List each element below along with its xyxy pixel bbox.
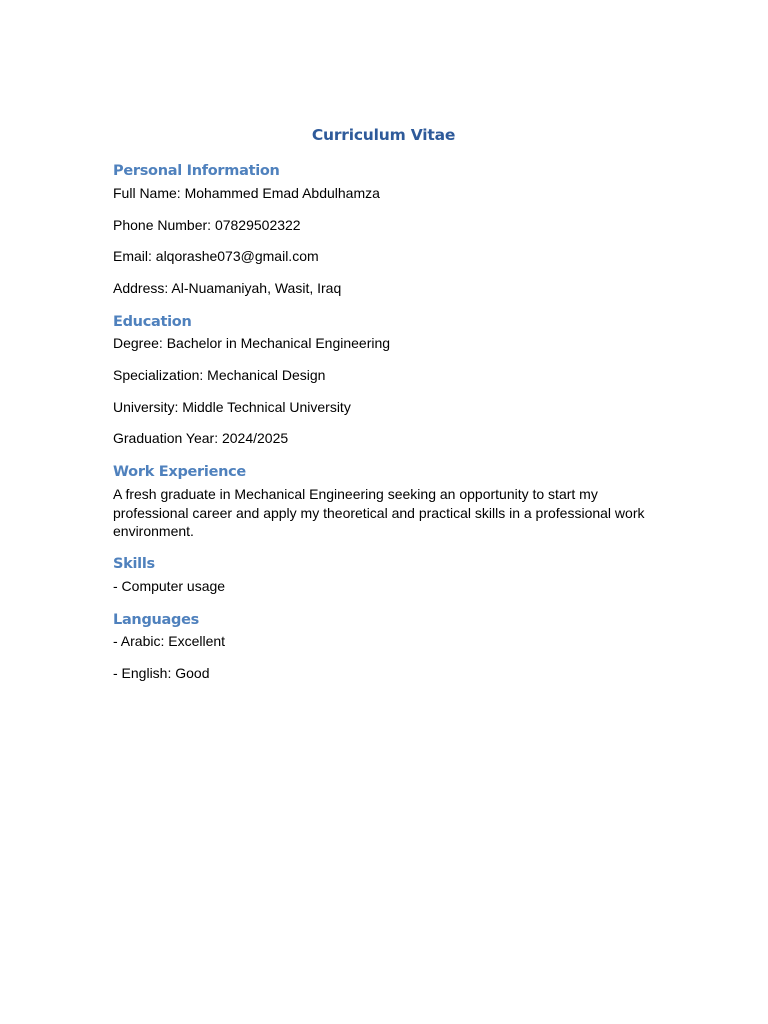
work-summary-paragraph: A fresh graduate in Mechanical Engineering seeking an opportunity to start my professional career and apply my theoretical and practical skills in a professional work environment. <box>113 486 645 539</box>
phone-line: Phone Number: 07829502322 <box>113 217 301 233</box>
heading-skills: Skills <box>113 556 155 572</box>
skill-item: - Computer usage <box>113 578 226 594</box>
full-name-line: Full Name: Mohammed Emad Abdulhamza <box>113 185 380 201</box>
specialization-line: Specialization: Mechanical Design <box>113 367 326 383</box>
language-item-arabic: - Arabic: Excellent <box>113 633 226 649</box>
email-line: Email: alqorashe073@gmail.com <box>113 248 319 264</box>
graduation-line: Graduation Year: 2024/2025 <box>113 430 289 446</box>
heading-work-experience: Work Experience <box>113 464 246 480</box>
heading-education: Education <box>113 314 192 330</box>
heading-languages: Languages <box>113 612 199 628</box>
university-line: University: Middle Technical University <box>113 399 351 415</box>
document-title: Curriculum Vitae <box>311 126 456 144</box>
address-line: Address: Al-Nuamaniyah, Wasit, Iraq <box>113 280 342 296</box>
degree-line: Degree: Bachelor in Mechanical Engineering <box>113 335 391 351</box>
cv-page <box>113 0 658 1024</box>
heading-personal-information: Personal Information <box>113 163 280 179</box>
language-item-english: - English: Good <box>113 665 210 681</box>
